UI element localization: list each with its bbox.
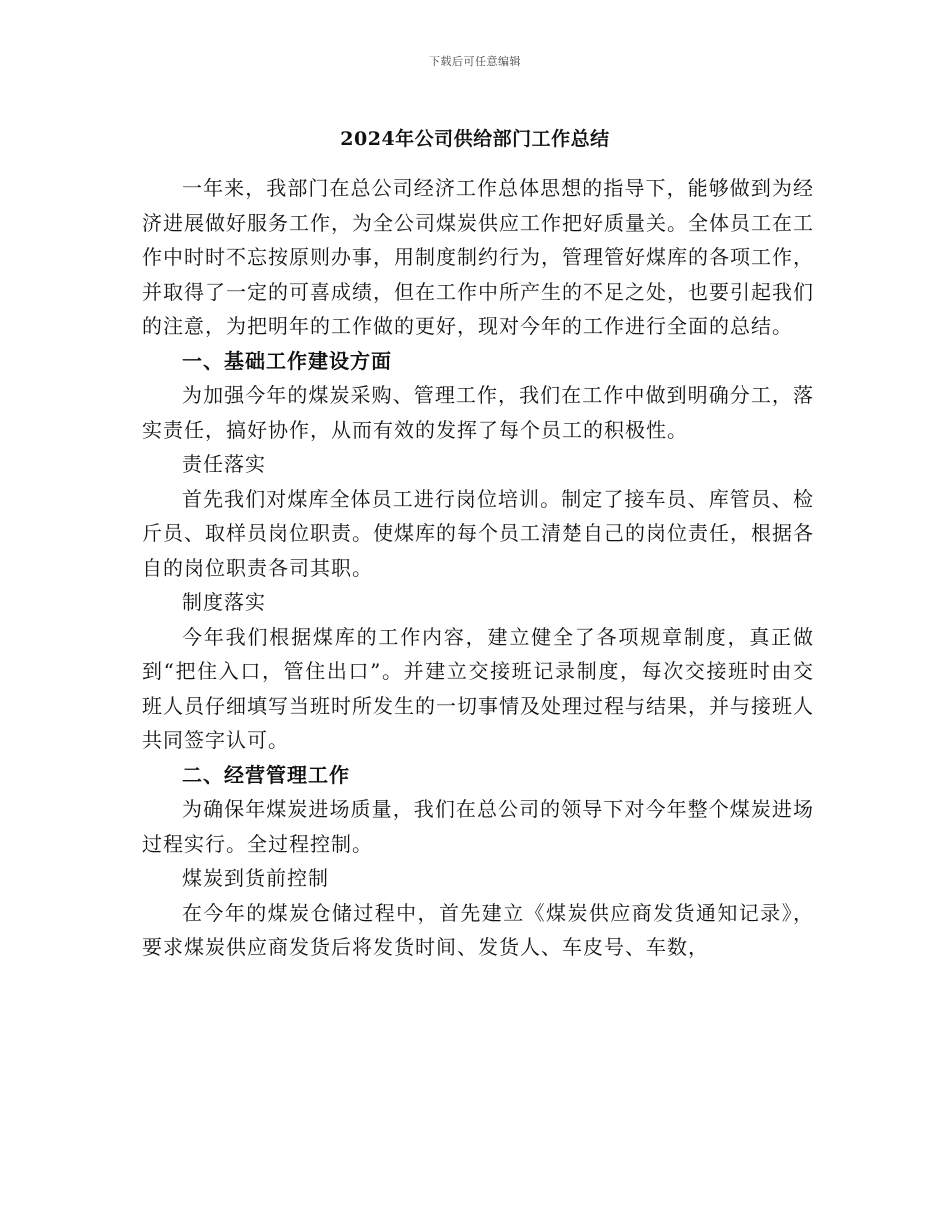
paragraph-basic-work: 为加强今年的煤炭采购、管理工作，我们在工作中做到明确分工，落实责任，搞好协作，从而有效的发挥了每个员工的积极性。 xyxy=(142,383,814,442)
section-heading-basic-work: 一、基础工作建设方面 xyxy=(182,348,392,373)
paragraph-responsibility: 首先我们对煤库全体员工进行岗位培训。制定了接车员、库管员、检斤员、取样员岗位职责。使煤库的每个员工清楚自己的岗位责任，根据各自的岗位职责各司其职。 xyxy=(142,486,814,580)
subheading-pre-arrival: 煤炭到货前控制 xyxy=(182,866,329,890)
paragraph-intro: 一年来，我部门在总公司经济工作总体思想的指导下，能够做到为经济进展做好服务工作，为全公司煤炭供应工作把好质量关。全体员工在工作中时时不忘按原则办事，用制度制约行为，管理管好煤库的各项工作，并取得了一定的可喜成绩，但在工作中所产生的不足之处，也要引起我们的注意，为把明年的工作做的更好，现对今年的工作进行全面的总结。 xyxy=(142,176,814,338)
header-note: 下载后可任意编辑 xyxy=(429,55,521,68)
paragraph-operations: 为确保年煤炭进场质量，我们在总公司的领导下对今年整个煤炭进场过程实行。全过程控制。 xyxy=(142,797,814,856)
subheading-responsibility: 责任落实 xyxy=(182,452,266,476)
paragraph-system: 今年我们根据煤库的工作内容，建立健全了各项规章制度，真正做到“把住入口，管住出口”。并建立交接班记录制度，每次交接班时由交班人员仔细填写当班时所发生的一切事情及处理过程与结果，并与接班人共同签字认可。 xyxy=(142,624,814,752)
document-body xyxy=(142,171,814,965)
subheading-system: 制度落实 xyxy=(182,590,266,614)
section-heading-operations: 二、经营管理工作 xyxy=(182,762,350,787)
paragraph-pre-arrival: 在今年的煤炭仓储过程中，首先建立《煤炭供应商发货通知记录》，要求煤炭供应商发货后将发货时间、发货人、车皮号、车数， xyxy=(142,900,814,959)
document-title: 2024年公司供给部门工作总结 xyxy=(340,128,610,150)
